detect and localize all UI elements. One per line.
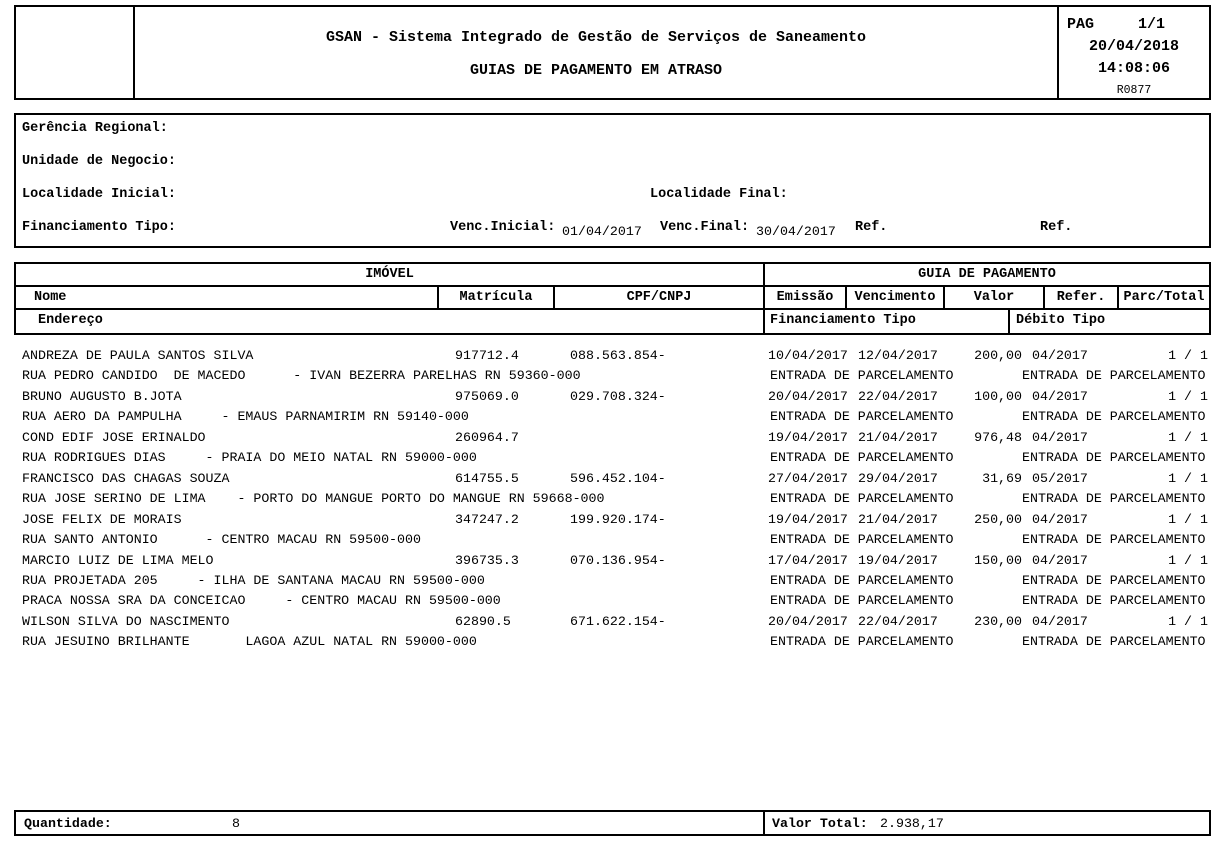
row-vencimento: 19/04/2017 bbox=[858, 552, 938, 568]
row-valor: 250,00 bbox=[974, 511, 1022, 527]
row-vencimento: 22/04/2017 bbox=[858, 388, 938, 404]
gerencia-regional-label: Gerência Regional: bbox=[22, 121, 168, 136]
report-time: 14:08:06 bbox=[1097, 60, 1170, 77]
row-vencimento: 29/04/2017 bbox=[858, 470, 938, 486]
quantidade-cell bbox=[16, 812, 765, 834]
quantidade-value: 8 bbox=[232, 816, 240, 831]
row-endereco: RUA RODRIGUES DIAS - PRAIA DO MEIO NATAL RN 59000-000 bbox=[22, 450, 477, 466]
col-header-emissao: Emissão bbox=[765, 287, 847, 308]
ref-final-label: Ref. bbox=[1040, 220, 1073, 235]
row-parc-total: 1 / 1 bbox=[1168, 552, 1208, 568]
row-valor: 31,69 bbox=[982, 470, 1022, 486]
row-nome: FRANCISCO DAS CHAGAS SOUZA bbox=[22, 470, 230, 486]
row-refer: 04/2017 bbox=[1032, 613, 1088, 629]
report-row-address bbox=[0, 591, 1225, 612]
row-debito-tipo: ENTRADA DE PARCELAMENTO bbox=[1022, 593, 1206, 609]
group-header-guia-pagamento: GUIA DE PAGAMENTO bbox=[918, 267, 1056, 282]
report-row-main bbox=[0, 551, 1225, 572]
report-row-main bbox=[0, 346, 1225, 367]
col-header-vencimento: Vencimento bbox=[847, 287, 945, 308]
group-header-imovel: IMÓVEL bbox=[16, 264, 765, 285]
col-header-endereco: Endereço bbox=[16, 310, 765, 333]
row-vencimento: 21/04/2017 bbox=[858, 429, 938, 445]
report-row-address bbox=[0, 530, 1225, 551]
row-matricula: 614755.5 bbox=[455, 470, 519, 486]
row-matricula: 347247.2 bbox=[455, 511, 519, 527]
row-valor: 200,00 bbox=[974, 348, 1022, 363]
row-emissao: 20/04/2017 bbox=[768, 613, 848, 629]
filters-box bbox=[14, 113, 1211, 248]
row-emissao: 27/04/2017 bbox=[768, 470, 848, 486]
row-financiamento-tipo: ENTRADA DE PARCELAMENTO bbox=[770, 572, 954, 588]
row-valor: 150,00 bbox=[974, 552, 1022, 568]
report-date: 20/04/2018 bbox=[1088, 38, 1179, 55]
row-debito-tipo: ENTRADA DE PARCELAMENTO bbox=[1022, 532, 1206, 548]
table-header-columns-row bbox=[16, 287, 1209, 310]
row-financiamento-tipo: ENTRADA DE PARCELAMENTO bbox=[770, 450, 954, 466]
table-header-secondary-row bbox=[16, 310, 1209, 333]
report-row-main bbox=[0, 428, 1225, 449]
row-financiamento-tipo: ENTRADA DE PARCELAMENTO bbox=[770, 491, 954, 507]
row-emissao: 10/04/2017 bbox=[768, 348, 848, 363]
row-endereco: RUA PROJETADA 205 - ILHA DE SANTANA MACAU RN 59500-000 bbox=[22, 572, 485, 588]
valor-total-cell bbox=[765, 812, 1209, 834]
row-cpf-cnpj: 029.708.324- bbox=[570, 388, 666, 404]
venc-inicial-value: 01/04/2017 bbox=[562, 224, 642, 239]
row-cpf-cnpj: 596.452.104- bbox=[570, 470, 666, 486]
row-valor: 100,00 bbox=[974, 388, 1022, 404]
report-title: GSAN - Sistema Integrado de Gestão de Serviços de Saneamento bbox=[325, 29, 867, 46]
row-nome: BRUNO AUGUSTO B.JOTA bbox=[22, 388, 182, 404]
row-parc-total: 1 / 1 bbox=[1168, 470, 1208, 486]
row-cpf-cnpj: 199.920.174- bbox=[570, 511, 666, 527]
row-financiamento-tipo: ENTRADA DE PARCELAMENTO bbox=[770, 368, 954, 384]
row-debito-tipo: ENTRADA DE PARCELAMENTO bbox=[1022, 450, 1206, 466]
row-emissao: 17/04/2017 bbox=[768, 552, 848, 568]
row-nome: WILSON SILVA DO NASCIMENTO bbox=[22, 613, 230, 629]
venc-final-value: 30/04/2017 bbox=[756, 224, 836, 239]
localidade-inicial-label: Localidade Inicial: bbox=[22, 187, 176, 202]
row-matricula: 975069.0 bbox=[455, 388, 519, 404]
row-parc-total: 1 / 1 bbox=[1168, 388, 1208, 404]
venc-inicial-label: Venc.Inicial: bbox=[450, 220, 556, 235]
row-refer: 04/2017 bbox=[1032, 429, 1088, 445]
page-label: PAG bbox=[1067, 16, 1095, 33]
row-vencimento: 22/04/2017 bbox=[858, 613, 938, 629]
row-matricula: 917712.4 bbox=[455, 348, 519, 363]
page-info-line bbox=[1059, 14, 1209, 36]
report-row-address bbox=[0, 571, 1225, 592]
col-header-refer: Refer. bbox=[1045, 287, 1119, 308]
row-cpf-cnpj: 671.622.154- bbox=[570, 613, 666, 629]
row-endereco: RUA JOSE SERINO DE LIMA - PORTO DO MANGUE PORTO DO MANGUE RN 59668-000 bbox=[22, 491, 605, 507]
row-endereco: RUA JESUINO BRILHANTE LAGOA AZUL NATAL RN 59000-000 bbox=[22, 634, 477, 650]
row-parc-total: 1 / 1 bbox=[1168, 511, 1208, 527]
row-financiamento-tipo: ENTRADA DE PARCELAMENTO bbox=[770, 634, 954, 650]
row-debito-tipo: ENTRADA DE PARCELAMENTO bbox=[1022, 572, 1206, 588]
row-financiamento-tipo: ENTRADA DE PARCELAMENTO bbox=[770, 593, 954, 609]
col-header-valor: Valor bbox=[945, 287, 1045, 308]
financiamento-tipo-label: Financiamento Tipo: bbox=[22, 220, 176, 235]
report-row-address bbox=[0, 366, 1225, 387]
row-vencimento: 21/04/2017 bbox=[858, 511, 938, 527]
report-subtitle: GUIAS DE PAGAMENTO EM ATRASO bbox=[469, 62, 723, 79]
col-header-parc-total: Parc/Total bbox=[1123, 290, 1205, 305]
valor-total-value: 2.938,17 bbox=[880, 816, 944, 831]
page-info-box bbox=[1057, 7, 1209, 98]
row-parc-total: 1 / 1 bbox=[1168, 613, 1208, 629]
row-nome: COND EDIF JOSE ERINALDO bbox=[22, 429, 206, 445]
row-parc-total: 1 / 1 bbox=[1168, 429, 1208, 445]
row-valor: 976,48 bbox=[974, 429, 1022, 445]
report-row-address bbox=[0, 632, 1225, 653]
row-refer: 04/2017 bbox=[1032, 511, 1088, 527]
row-nome: ANDREZA DE PAULA SANTOS SILVA bbox=[22, 348, 254, 363]
col-header-cpf-cnpj: CPF/CNPJ bbox=[555, 287, 765, 308]
col-header-nome: Nome bbox=[16, 287, 439, 308]
row-matricula: 396735.3 bbox=[455, 552, 519, 568]
row-endereco: RUA PEDRO CANDIDO DE MACEDO - IVAN BEZERRA PARELHAS RN 59360-000 bbox=[22, 368, 581, 384]
row-endereco: RUA SANTO ANTONIO - CENTRO MACAU RN 59500-000 bbox=[22, 532, 421, 548]
row-matricula: 260964.7 bbox=[455, 429, 519, 445]
row-matricula: 62890.5 bbox=[455, 613, 511, 629]
row-refer: 04/2017 bbox=[1032, 348, 1088, 363]
row-cpf-cnpj: 070.136.954- bbox=[570, 552, 666, 568]
row-parc-total: 1 / 1 bbox=[1168, 348, 1208, 363]
row-refer: 04/2017 bbox=[1032, 388, 1088, 404]
report-row-main bbox=[0, 387, 1225, 408]
row-nome: JOSE FELIX DE MORAIS bbox=[22, 511, 182, 527]
valor-total-label: Valor Total: bbox=[772, 816, 868, 831]
row-emissao: 19/04/2017 bbox=[768, 511, 848, 527]
logo-box bbox=[16, 7, 135, 98]
report-row-address bbox=[0, 407, 1225, 428]
report-header bbox=[14, 5, 1211, 100]
report-row-main bbox=[0, 469, 1225, 490]
report-rows bbox=[0, 346, 1225, 676]
row-endereco: RUA AERO DA PAMPULHA - EMAUS PARNAMIRIM RN 59140-000 bbox=[22, 409, 469, 425]
ref-inicial-label: Ref. bbox=[855, 220, 888, 235]
unidade-negocio-label: Unidade de Negocio: bbox=[22, 154, 176, 169]
row-debito-tipo: ENTRADA DE PARCELAMENTO bbox=[1022, 409, 1206, 425]
row-cpf-cnpj: 088.563.854- bbox=[570, 348, 666, 363]
report-row-address bbox=[0, 448, 1225, 469]
row-debito-tipo: ENTRADA DE PARCELAMENTO bbox=[1022, 491, 1206, 507]
row-financiamento-tipo: ENTRADA DE PARCELAMENTO bbox=[770, 409, 954, 425]
table-header-group-row bbox=[16, 264, 1209, 287]
row-emissao: 20/04/2017 bbox=[768, 388, 848, 404]
row-refer: 04/2017 bbox=[1032, 552, 1088, 568]
title-box bbox=[135, 7, 1057, 98]
row-financiamento-tipo: ENTRADA DE PARCELAMENTO bbox=[770, 532, 954, 548]
page-number: 1/1 bbox=[1137, 16, 1165, 33]
venc-final-label: Venc.Final: bbox=[660, 220, 750, 235]
report-code: R0877 bbox=[1116, 84, 1152, 97]
row-debito-tipo: ENTRADA DE PARCELAMENTO bbox=[1022, 368, 1206, 384]
report-row-address bbox=[0, 489, 1225, 510]
report-row-main bbox=[0, 510, 1225, 531]
report-row-main bbox=[0, 612, 1225, 633]
row-valor: 230,00 bbox=[974, 613, 1022, 629]
col-header-debito-tipo: Débito Tipo bbox=[1016, 313, 1106, 328]
totals-bar bbox=[14, 810, 1211, 836]
row-nome: MARCIO LUIZ DE LIMA MELO bbox=[22, 552, 214, 568]
col-header-financiamento-tipo: Financiamento Tipo bbox=[765, 310, 1010, 333]
row-endereco: PRACA NOSSA SRA DA CONCEICAO - CENTRO MACAU RN 59500-000 bbox=[22, 593, 501, 609]
localidade-final-label: Localidade Final: bbox=[650, 187, 788, 202]
col-header-matricula: Matrícula bbox=[439, 287, 555, 308]
row-refer: 05/2017 bbox=[1032, 470, 1088, 486]
row-debito-tipo: ENTRADA DE PARCELAMENTO bbox=[1022, 634, 1206, 650]
table-header bbox=[14, 262, 1211, 335]
quantidade-label: Quantidade: bbox=[24, 816, 112, 831]
row-vencimento: 12/04/2017 bbox=[858, 348, 938, 363]
row-emissao: 19/04/2017 bbox=[768, 429, 848, 445]
